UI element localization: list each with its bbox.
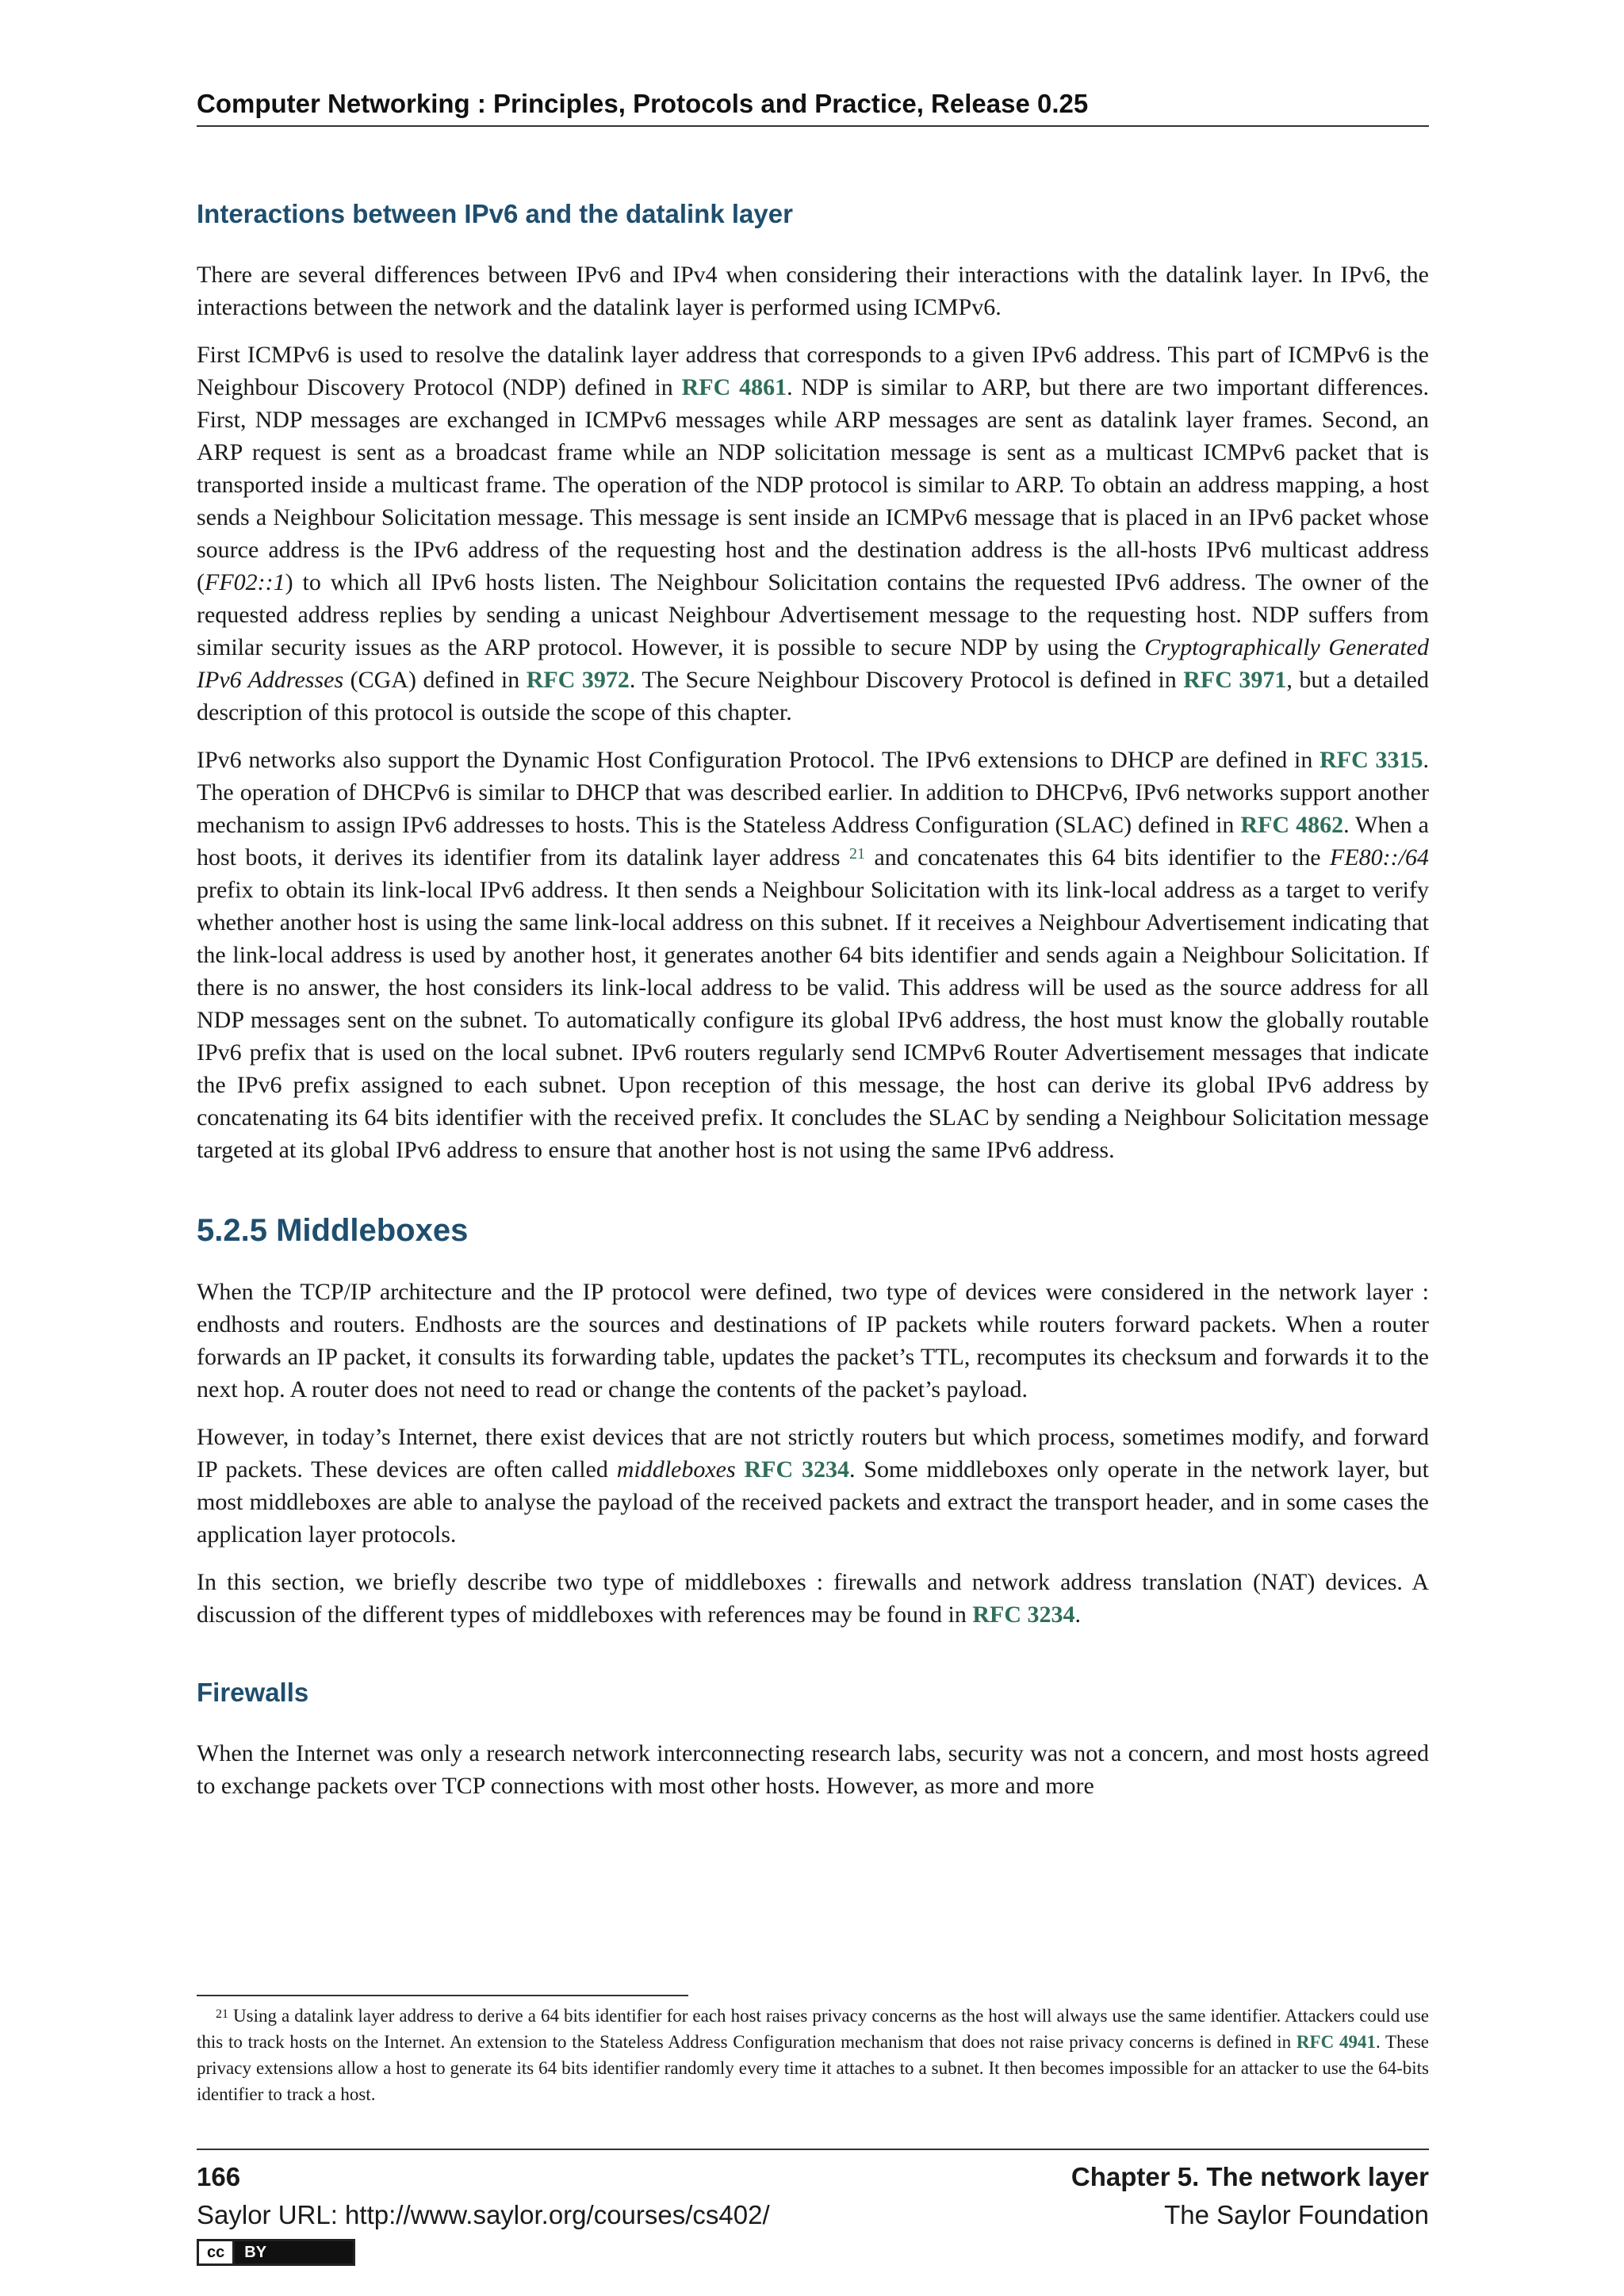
paragraph: However, in today’s Internet, there exist devices that are not strictly routers but which process, sometimes modify, and forward IP packets. These devices are often called middleboxes RFC 3234. Some middleboxes only operate in the network layer, but most middleboxes are able to analyse the payload of the received packets and extract the transport header, and in some cases the application layer protocols.	[197, 1424, 1430, 1548]
paragraph: IPv6 networks also support the Dynamic Host Configuration Protocol. The IPv6 extensions to DHCP are defined in RFC 3315. The operation of DHCPv6 is similar to DHCP that was described earlier. In addition to DHCPv6, IPv6 networks support another mechanism to assign IPv6 addresses to hosts. This is the Stateless Address Configuration (SLAC) defined in RFC 4862. When a host boots, it derives its identifier from its datalink layer address $^{21}$ and concatenates this 64 bits identifier to the FE80::/64 prefix to obtain its link-local IPv6 address. It then sends a Neighbour Solicitation with its link-local address as a target to verify whether another host is using the same link-local address on this subnet. If it receives a Neighbour Advertisement indicating that the link-local address is used by another host, it generates another 64 bits identifier and sends again a Neighbour Solicitation. If there is no answer, the host considers its link-local address to be valid. This address will be used as the source address for all NDP messages sent on the subnet. To automatically configure its global IPv6 address, the host must know the globally routable IPv6 prefix that is used on the local subnet. IPv6 routers regularly send ICMPv6 Router Advertisement messages that indicate the IPv6 prefix assigned to each subnet. Upon reception of this message, the host can derive its global IPv6 address by concatenating its 64 bits identifier with the received prefix. It concludes the SLAC by sending a Neighbour Solicitation message targeted at its global IPv6 address to ensure that another host is not using the same IPv6 address.	[197, 747, 1430, 1163]
rfc-link-3971[interactable]: RFC 3971	[1183, 667, 1287, 693]
footnotes	[197, 1995, 1429, 2107]
chapter-title: Chapter 5. The network layer	[1071, 2162, 1429, 2191]
paragraph: When the TCP/IP architecture and the IP protocol were defined, two type of devices were considered in the network layer : endhosts and routers. Endhosts are the sources and destinations of IP packets while routers forward packets. When a router forwards an IP packet, it consults its forwarding table, updates the packet’s TTL, recomputes its checksum and forwards it to the next hop. A router does not need to read or change the contents of the packet’s payload.	[197, 1279, 1429, 1402]
main-content	[197, 187, 1429, 1817]
rfc-link-4861[interactable]: RFC 4861	[681, 374, 787, 400]
section-heading-middleboxes: 5.2.5 Middleboxes	[197, 1213, 469, 1248]
page-footer	[197, 2149, 1429, 2266]
rfc-link-3972[interactable]: RFC 3972	[526, 667, 630, 693]
footnote-21: $^{21}$ Using a datalink layer address to derive a 64 bits identifier for each host raises privacy concerns as the host will always use the same identifier. Attackers could use this to track hosts on the Internet. An extension to the Stateless Address Configuration mechanism that does not raise privacy concerns is defined in RFC 4941. These privacy extensions allow a host to generate its 64 bits identifier randomly every time it attaches to a subnet. It then becomes impossible for an attacker to use the 64-bits identifier to track a host.	[197, 2006, 1429, 2104]
paragraph: First ICMPv6 is used to resolve the datalink layer address that corresponds to a given IPv6 address. This part of ICMPv6 is the Neighbour Discovery Protocol (NDP) defined in RFC 4861. NDP is similar to ARP, but there are two important differences. First, NDP messages are exchanged in ICMPv6 messages while ARP messages are sent as datalink layer frames. Second, an ARP request is sent as a broadcast frame while an NDP solicitation message is sent as a multicast ICMPv6 packet that is transported inside a multicast frame. The operation of the NDP protocol is similar to ARP. To obtain an address mapping, a host sends a Neighbour Solicitation message. This message is sent inside an ICMPv6 message that is placed in an IPv6 packet whose source address is the IPv6 address of the requesting host and the destination address is the all-hosts IPv6 multicast address (FF02::1) to which all IPv6 hosts listen. The Neighbour Solicitation contains the requested IPv6 address. The owner of the requested address replies by sending a unicast Neighbour Advertisement message to the requesting host. NDP suffers from similar security issues as the ARP protocol. However, it is possible to secure NDP by using the Cryptographically Generated IPv6 Addresses (CGA) defined in RFC 3972. The Secure Neighbour Discovery Protocol is defined in RFC 3971, but a detailed description of this protocol is outside the scope of this chapter.	[197, 342, 1429, 725]
saylor-url[interactable]: Saylor URL: http://www.saylor.org/courses/cs402/	[197, 2200, 770, 2229]
footnote-ref-21[interactable]: 21	[849, 845, 866, 863]
subsection-heading-firewalls: Firewalls	[197, 1678, 309, 1707]
footnote-number: 21	[216, 2007, 228, 2021]
rfc-link-3315[interactable]: RFC 3315	[1320, 747, 1423, 773]
paragraph: In this section, we briefly describe two type of middleboxes : firewalls and network address translation (NAT) devices. A discussion of the different types of middleboxes with references may be found in RFC 3234.	[197, 1569, 1429, 1628]
rfc-link-4862[interactable]: RFC 4862	[1240, 812, 1344, 838]
paragraph: There are several differences between IPv6 and IPv4 when considering their interactions with the datalink layer. In IPv6, the interactions between the network and the datalink layer is performed using ICMPv6.	[197, 262, 1429, 320]
paragraph: When the Internet was only a research network interconnecting research labs, security was not a concern, and most hosts agreed to exchange packets over TCP connections with most other hosts. However, as more and more	[197, 1740, 1429, 1799]
publisher: The Saylor Foundation	[1164, 2200, 1429, 2229]
creative-commons-icon: cc BY	[197, 2239, 355, 2266]
footnote-rule	[197, 1995, 688, 1996]
running-header: Computer Networking : Principles, Protocols and Practice, Release 0.25	[197, 89, 1429, 127]
rfc-link-3234[interactable]: RFC 3234	[972, 1601, 1075, 1628]
subsection-heading-ipv6-datalink: Interactions between IPv6 and the datalink layer	[197, 199, 793, 228]
rfc-link-3234[interactable]: RFC 3234	[744, 1456, 849, 1483]
page-number: 166	[197, 2162, 241, 2191]
rfc-link-4941[interactable]: RFC 4941	[1296, 2032, 1376, 2052]
